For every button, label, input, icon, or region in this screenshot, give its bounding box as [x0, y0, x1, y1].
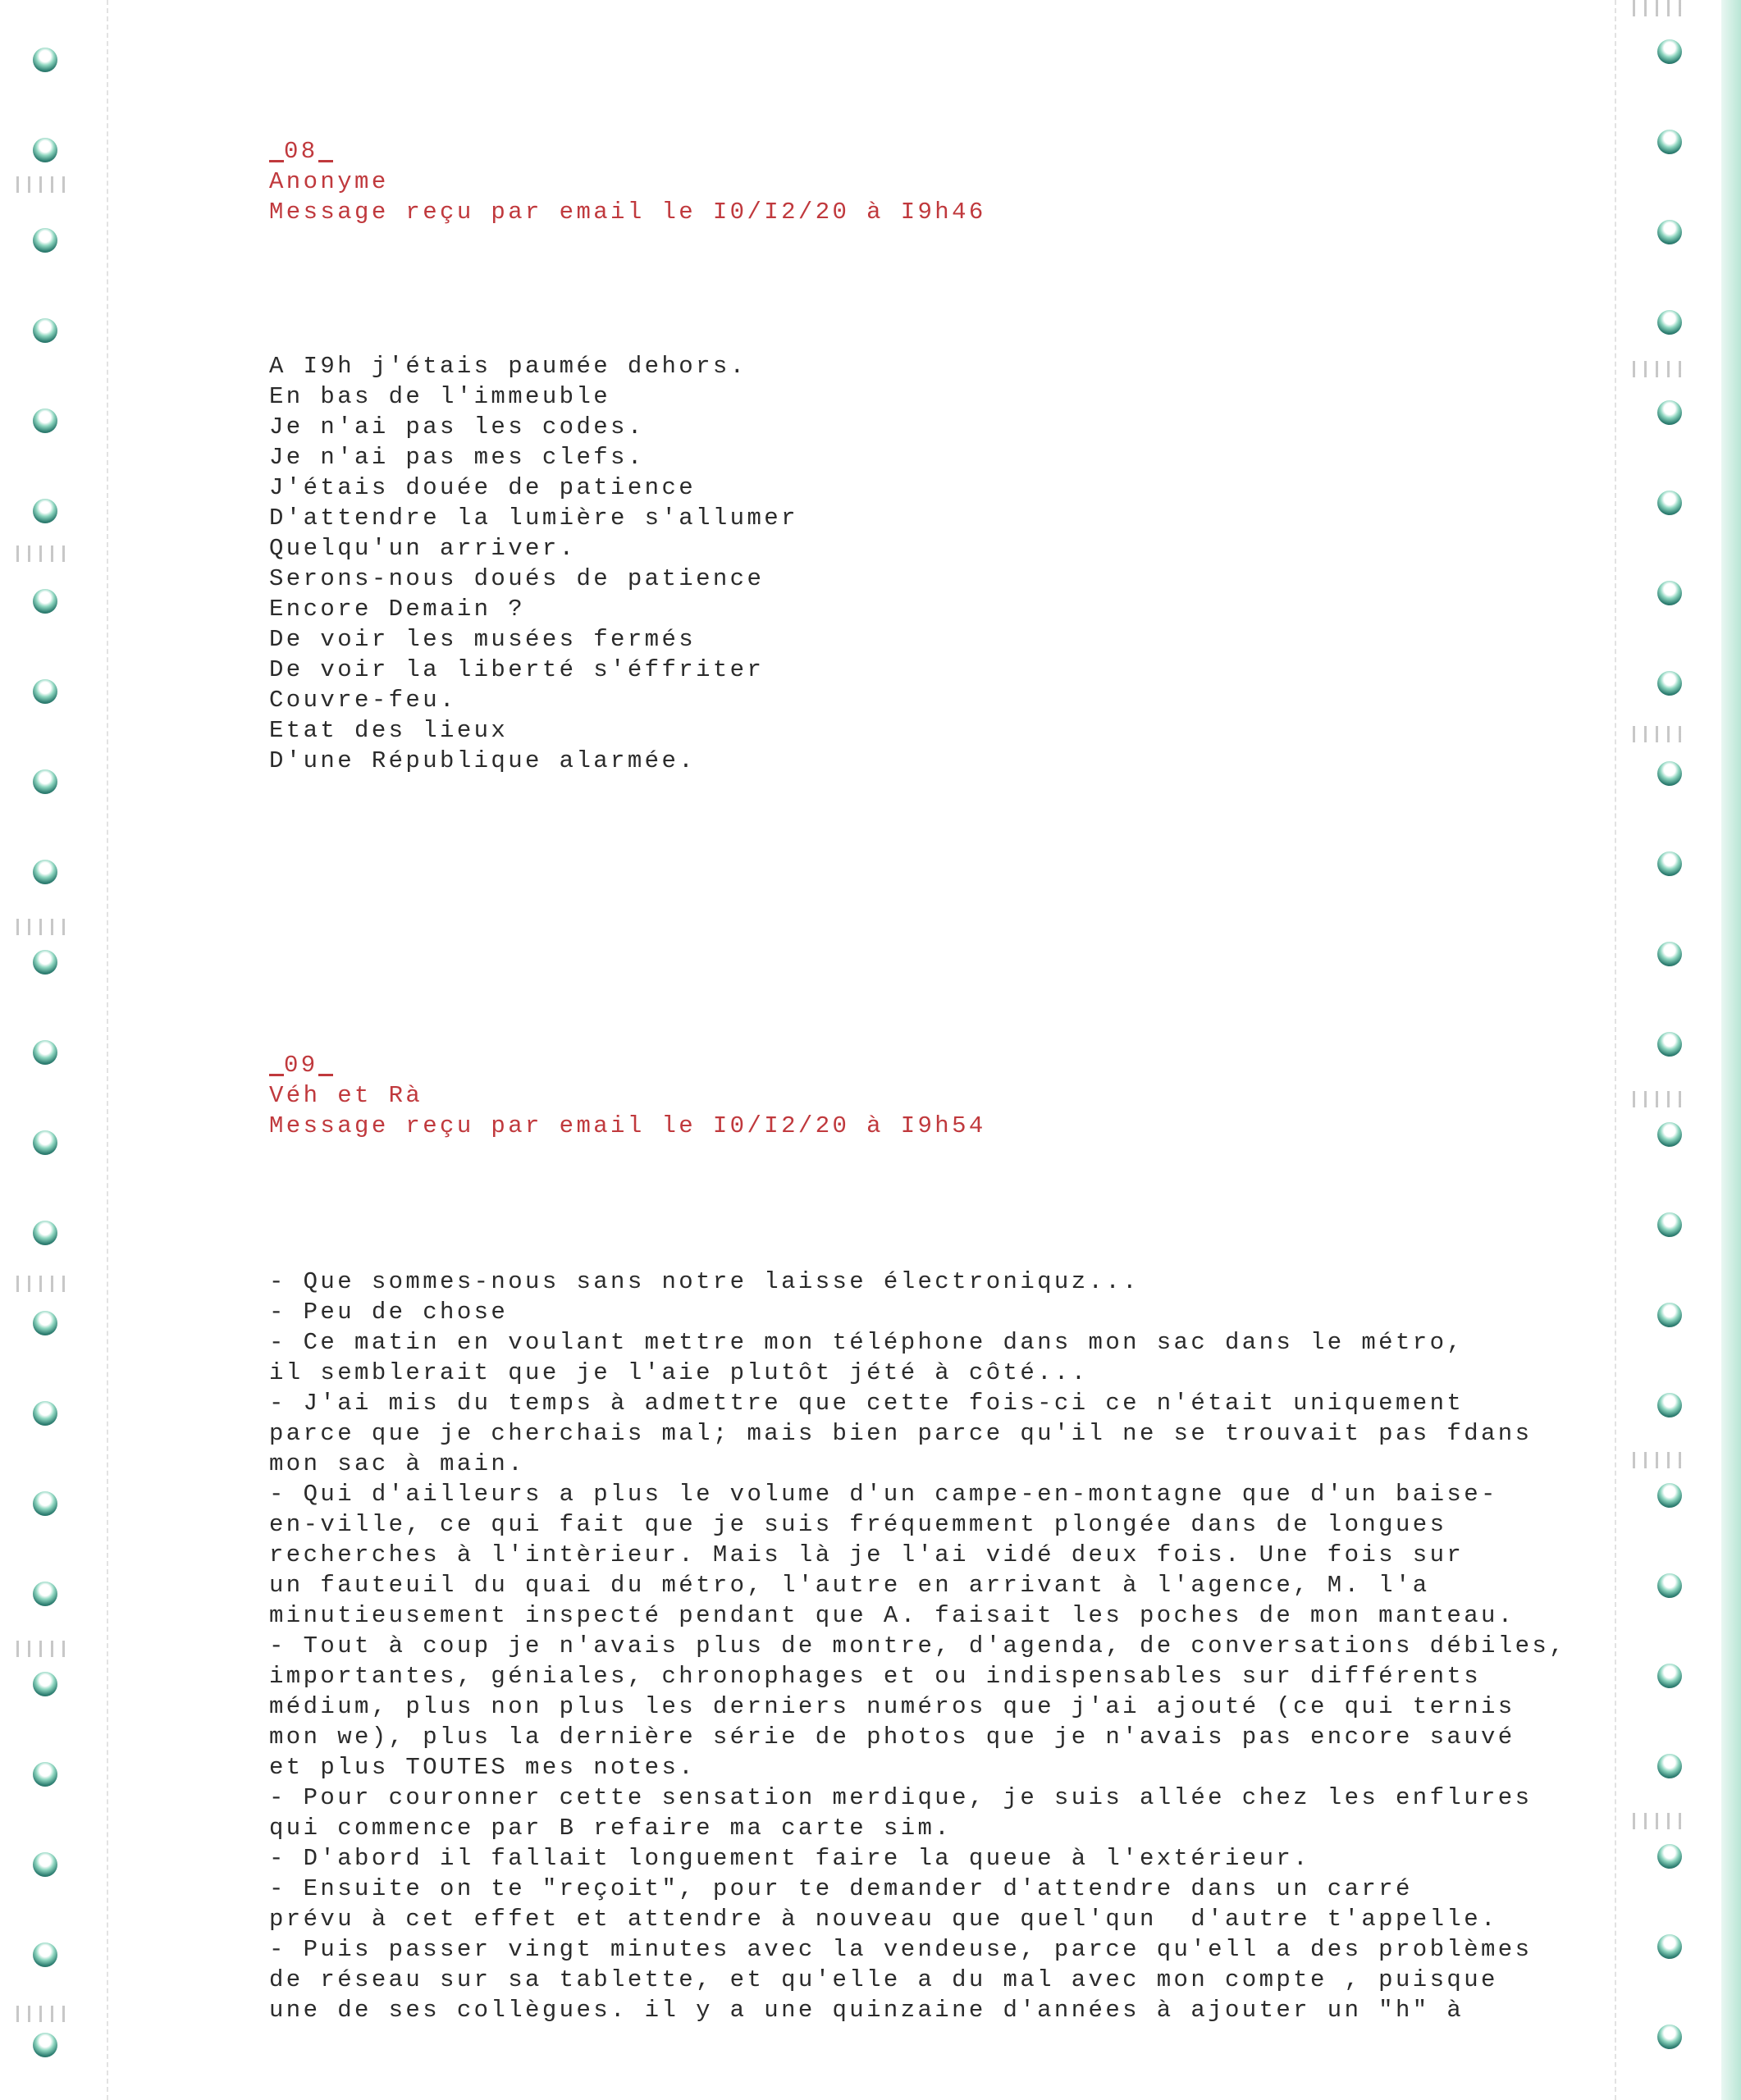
text-line: De voir les musées fermés — [269, 626, 697, 653]
left-perforation-mark — [16, 546, 72, 562]
text-line: Serons-nous doués de patience — [269, 565, 765, 592]
text-line: mon we), plus la dernière série de photos que je n'avais pas encore sauvé — [269, 1723, 1515, 1751]
text-line: - Pour couronner cette sensation merdique, je suis allée chez les enflures — [269, 1784, 1533, 1811]
left-feed-hole — [33, 138, 57, 162]
text-line: et plus TOUTES mes notes. — [269, 1754, 697, 1781]
text-line: une de ses collègues. il y a une quinzaine d'années à ajouter un "h" à — [269, 1997, 1465, 2024]
right-feed-hole — [1657, 39, 1682, 64]
left-perforation-mark — [16, 1641, 72, 1657]
left-feed-hole — [33, 860, 57, 884]
entry-number: 09 — [269, 1050, 986, 1080]
text-line: de réseau sur sa tablette, et qu'elle a du mal avec mon compte , puisque — [269, 1966, 1498, 1993]
left-feed-hole — [33, 1311, 57, 1335]
left-feed-hole — [33, 589, 57, 614]
right-perforation-mark — [1633, 1091, 1688, 1107]
left-feed-hole — [33, 2033, 57, 2057]
right-perforation-mark — [1633, 0, 1688, 16]
right-feed-hole — [1657, 220, 1682, 244]
text-line: - Ensuite on te "reçoit", pour te demander d'attendre dans un carré — [269, 1875, 1413, 1902]
text-line: En bas de l'immeuble — [269, 383, 611, 410]
text-line: parce que je cherchais mal; mais bien parce qu'il ne se trouvait pas fdans — [269, 1420, 1533, 1447]
right-perforation-mark — [1633, 726, 1688, 742]
right-feed-hole — [1657, 130, 1682, 154]
left-feed-hole — [33, 1942, 57, 1967]
right-feed-hole — [1657, 400, 1682, 425]
right-feed-hole — [1657, 1212, 1682, 1237]
entry-number: 08 — [269, 136, 986, 167]
right-feed-hole — [1657, 851, 1682, 876]
left-perforation-mark — [16, 2006, 72, 2022]
text-line: A I9h j'étais paumée dehors. — [269, 353, 747, 380]
text-line: Je n'ai pas mes clefs. — [269, 444, 645, 471]
left-feed-hole — [33, 1762, 57, 1787]
left-feed-hole — [33, 318, 57, 343]
right-perforation-mark — [1633, 1813, 1688, 1829]
left-feed-hole — [33, 1040, 57, 1065]
left-feed-hole — [33, 1401, 57, 1426]
left-feed-hole — [33, 48, 57, 72]
entry-author: Anonyme — [269, 168, 389, 195]
left-feed-hole — [33, 950, 57, 975]
text-line: - Peu de chose — [269, 1299, 509, 1326]
right-feed-hole — [1657, 761, 1682, 786]
left-feed-hole — [33, 409, 57, 433]
left-perforation-mark — [16, 919, 72, 935]
text-line: - D'abord il fallait longuement faire la queue à l'extérieur. — [269, 1845, 1310, 1872]
text-line: J'étais douée de patience — [269, 474, 697, 501]
text-line: De voir la liberté s'éffriter — [269, 656, 765, 683]
text-line: prévu à cet effet et attendre à nouveau que quel'qun d'autre t'appelle. — [269, 1906, 1498, 1933]
right-feed-hole — [1657, 942, 1682, 966]
entry-08-header — [269, 136, 986, 227]
right-feed-hole — [1657, 671, 1682, 696]
entry-author: Véh et Rà — [269, 1082, 423, 1109]
right-perforation-mark — [1633, 361, 1688, 377]
right-feed-hole — [1657, 1934, 1682, 1959]
left-feed-hole — [33, 1852, 57, 1877]
left-feed-hole — [33, 499, 57, 523]
text-line: - J'ai mis du temps à admettre que cette fois-ci ce n'était uniquement — [269, 1390, 1465, 1417]
left-feed-hole — [33, 769, 57, 794]
text-line: Couvre-feu. — [269, 687, 457, 714]
right-feed-hole — [1657, 310, 1682, 335]
text-line: mon sac à main. — [269, 1450, 526, 1477]
right-feed-hole — [1657, 1844, 1682, 1869]
text-line: D'attendre la lumière s'allumer — [269, 504, 798, 532]
entry-08-poem — [269, 351, 798, 776]
text-line: médium, plus non plus les derniers numéros que j'ai ajouté (ce qui ternis — [269, 1693, 1515, 1720]
text-line: Je n'ai pas les codes. — [269, 413, 645, 441]
text-line: - Puis passer vingt minutes avec la vendeuse, parce qu'ell a des problèmes — [269, 1936, 1533, 1963]
text-line: - Tout à coup je n'avais plus de montre, d'agenda, de conversations débiles, — [269, 1632, 1567, 1659]
entry-09-header — [269, 1050, 986, 1141]
text-line: Encore Demain ? — [269, 596, 526, 623]
right-feed-hole — [1657, 1393, 1682, 1418]
right-feed-hole — [1657, 1122, 1682, 1147]
right-feed-hole — [1657, 1032, 1682, 1057]
left-feed-hole — [33, 1221, 57, 1245]
left-feed-hole — [33, 228, 57, 253]
text-line: Quelqu'un arriver. — [269, 535, 577, 562]
right-feed-hole — [1657, 491, 1682, 515]
left-feed-hole — [33, 1672, 57, 1696]
left-feed-hole — [33, 679, 57, 704]
left-feed-hole — [33, 1582, 57, 1606]
entry-received-line: Message reçu par email le I0/I2/20 à I9h46 — [269, 199, 986, 226]
paper-edge — [1721, 0, 1741, 2100]
left-feed-hole — [33, 1491, 57, 1516]
right-feed-hole — [1657, 1483, 1682, 1508]
right-feed-hole — [1657, 2025, 1682, 2049]
right-feed-hole — [1657, 1664, 1682, 1688]
text-line: qui commence par B refaire ma carte sim. — [269, 1815, 953, 1842]
right-feed-hole — [1657, 581, 1682, 605]
right-feed-hole — [1657, 1303, 1682, 1327]
text-line: - Qui d'ailleurs a plus le volume d'un campe-en-montagne que d'un baise- — [269, 1481, 1498, 1508]
text-line: - Ce matin en voulant mettre mon téléphone dans mon sac dans le métro, — [269, 1329, 1465, 1356]
text-line: - Que sommes-nous sans notre laisse électroniquz... — [269, 1268, 1140, 1295]
left-perforation-mark — [16, 176, 72, 193]
text-line: minutieusement inspecté pendant que A. faisait les poches de mon manteau. — [269, 1602, 1515, 1629]
text-line: en-ville, ce qui fait que je suis fréquemment plongée dans de longues — [269, 1511, 1447, 1538]
right-feed-hole — [1657, 1754, 1682, 1778]
text-line: recherches à l'intèrieur. Mais là je l'ai vidé deux fois. Une fois sur — [269, 1541, 1465, 1568]
entry-received-line: Message reçu par email le I0/I2/20 à I9h54 — [269, 1112, 986, 1139]
text-line: importantes, géniales, chronophages et ou indispensables sur différents — [269, 1663, 1482, 1690]
left-perforation-mark — [16, 1276, 72, 1292]
text-line: Etat des lieux — [269, 717, 509, 744]
text-line: il semblerait que je l'aie plutôt jété à côté... — [269, 1359, 1089, 1386]
left-feed-hole — [33, 1130, 57, 1155]
right-perforation-mark — [1633, 1452, 1688, 1468]
text-line: D'une République alarmée. — [269, 747, 697, 774]
right-feed-hole — [1657, 1573, 1682, 1598]
text-line: un fauteuil du quai du métro, l'autre en arrivant à l'agence, M. l'a — [269, 1572, 1430, 1599]
entry-09-text — [269, 1267, 1566, 2025]
